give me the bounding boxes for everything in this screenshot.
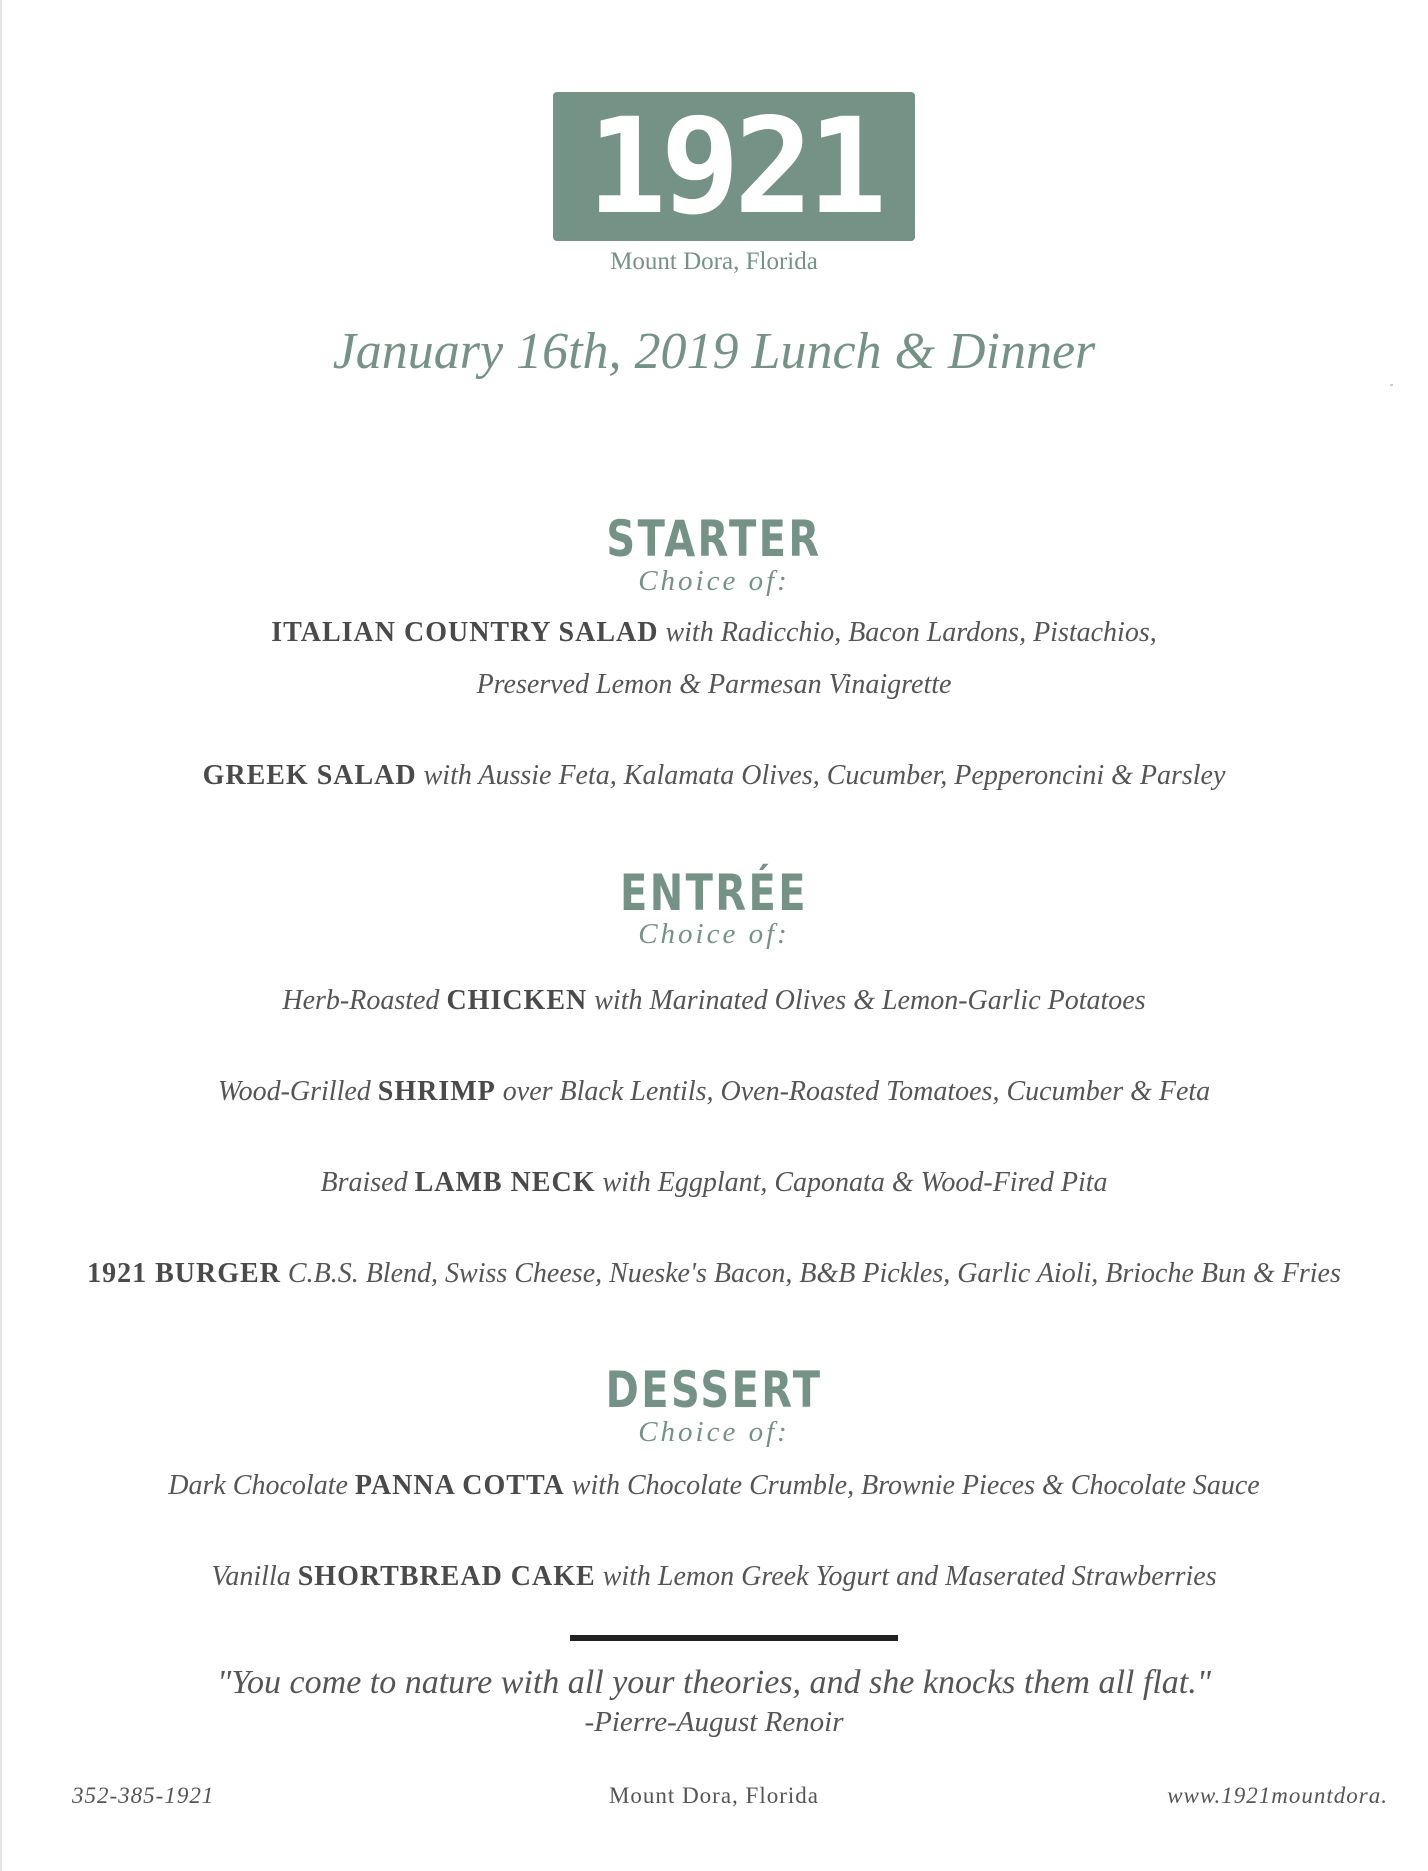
item-description: with Radicchio, Bacon Lardons, Pistachios, [658,617,1157,648]
dessert-title: DESSERT [605,1361,823,1419]
item-description: C.B.S. Blend, Swiss Cheese, Nueske's Bacon, B&B Pickles, Garlic Aioli, Brioche Bun & Fries [280,1258,1341,1289]
menu-item [0,760,1428,792]
menu-item [0,1561,1428,1593]
menu-item [0,985,1428,1017]
logo-text: 1921 [587,89,881,244]
menu-item [0,1470,1428,1502]
dessert-subtitle: Choice of: [638,1416,790,1448]
item-prefix: Braised [320,1167,415,1198]
menu-item [0,617,1428,649]
item-name: GREEK SALAD [202,760,417,791]
item-name: SHORTBREAD CAKE [297,1561,596,1592]
menu-item [0,1258,1428,1290]
item-prefix: Wood-Grilled [217,1076,378,1107]
menu-item [0,1076,1428,1108]
footer-website: www.1921mountdora. [1167,1783,1388,1808]
starter-subtitle: Choice of: [638,565,790,597]
item-name: 1921 BURGER [87,1258,281,1289]
header-location: Mount Dora, Florida [610,248,818,275]
quote-text: "You come to nature with all your theories, and she knocks them all flat." [216,1664,1211,1701]
item-description: with Chocolate Crumble, Brownie Pieces & Chocolate Sauce [564,1470,1260,1501]
logo [553,89,915,244]
menu-item-continued [0,669,1428,701]
item-name: SHRIMP [377,1076,496,1107]
item-prefix: Vanilla [211,1561,298,1592]
item-description: with Marinated Olives & Lemon-Garlic Potatoes [587,985,1146,1016]
item-name: LAMB NECK [414,1167,596,1198]
scan-mark [1390,384,1393,386]
entree-title: ENTRÉE [620,864,808,922]
item-description: Preserved Lemon & Parmesan Vinaigrette [476,669,952,700]
menu-item [0,1167,1428,1199]
item-name: CHICKEN [446,985,588,1016]
footer-location: Mount Dora, Florida [608,1783,819,1808]
quote-author: -Pierre-August Renoir [584,1706,844,1738]
item-name: PANNA COTTA [354,1470,565,1501]
item-description: with Lemon Greek Yogurt and Maserated Strawberries [595,1561,1217,1592]
item-description: with Eggplant, Caponata & Wood-Fired Pita [595,1167,1108,1198]
item-description: over Black Lentils, Oven-Roasted Tomatoes, Cucumber & Feta [495,1076,1211,1107]
starter-title: STARTER [606,510,822,568]
item-description: with Aussie Feta, Kalamata Olives, Cucumber, Pepperoncini & Parsley [416,760,1226,791]
footer-phone: 352-385-1921 [72,1783,215,1808]
entree-subtitle: Choice of: [638,918,790,950]
item-prefix: Dark Chocolate [168,1470,355,1501]
item-name: ITALIAN COUNTRY SALAD [271,617,659,648]
menu-date-headline: January 16th, 2019 Lunch & Dinner [332,323,1096,380]
divider [570,1635,898,1641]
item-prefix: Herb-Roasted [282,985,447,1016]
